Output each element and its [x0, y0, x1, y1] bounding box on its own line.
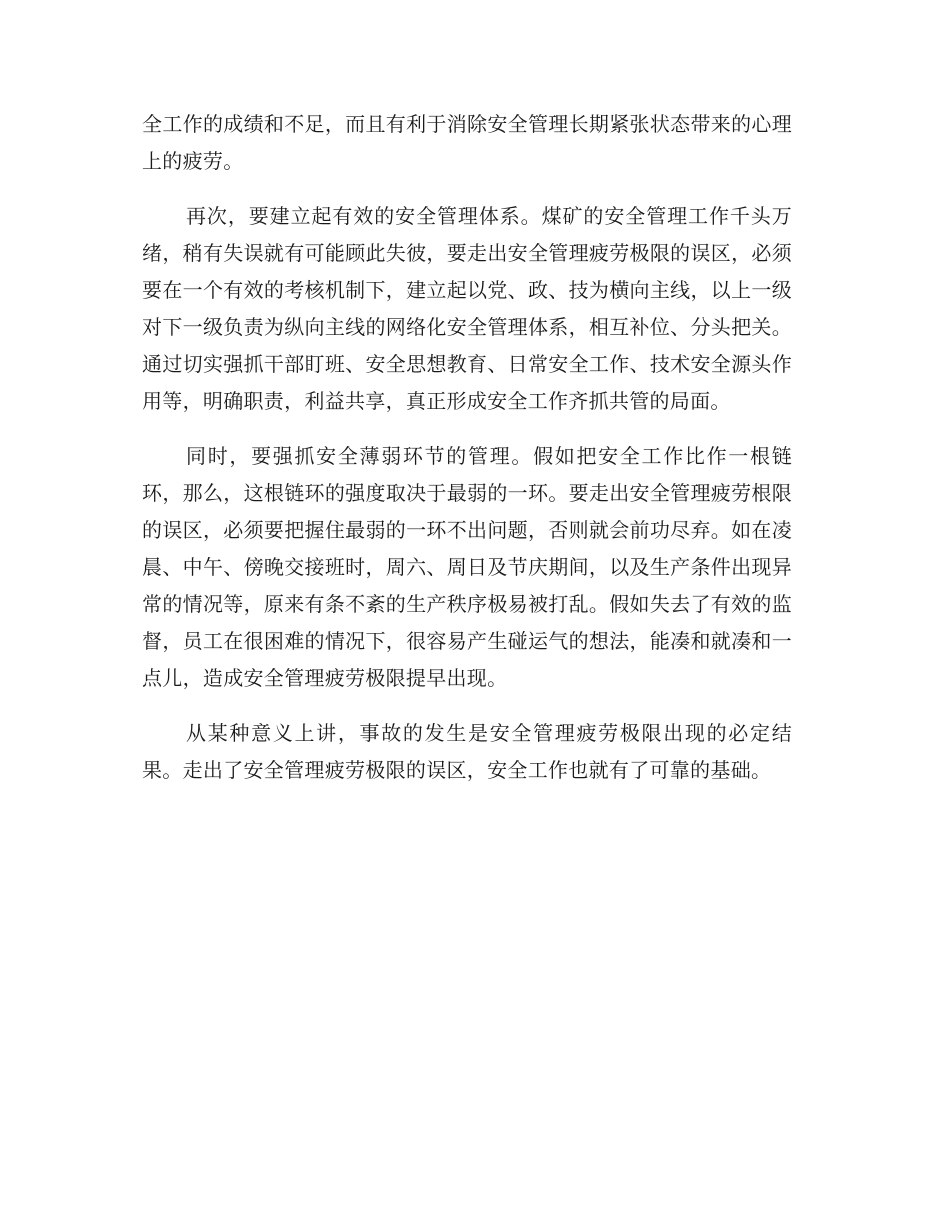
paragraph-continuation: 全工作的成绩和不足，而且有利于消除安全管理长期紧张状态带来的心理上的疲劳。: [142, 112, 792, 173]
paragraph-management-system: 再次，要建立起有效的安全管理体系。煤矿的安全管理工作千头万绪，稍有失误就有可能顾此失彼，要走出安全管理疲劳极限的误区，必须要在一个有效的考核机制下，建立起以党、政、技为横向主线，以上一级对下一级负责为纵向主线的网络化安全管理体系，相互补位、分头把关。通过切实强抓干部盯班、安全思想教育、日常安全工作、技术安全源头作用等，明确职责，利益共享，真正形成安全工作齐抓共管的局面。: [142, 204, 792, 413]
paragraph-conclusion: 从某种意义上讲，事故的发生是安全管理疲劳极限出现的必定结果。走出了安全管理疲劳极限的误区，安全工作也就有了可靠的基础。: [142, 721, 792, 782]
paragraph-weak-links: 同时，要强抓安全薄弱环节的管理。假如把安全工作比作一根链环，那么，这根链环的强度取决于最弱的一环。要走出安全管理疲劳根限的误区，必须要把握住最弱的一环不出问题，否则就会前功尽弃。如在凌晨、中午、傍晚交接班时，周六、周日及节庆期间，以及生产条件出现异常的情况等，原来有条不紊的生产秩序极易被打乱。假如失去了有效的监督，员工在很困难的情况下，很容易产生碰运气的想法，能凑和就凑和一点儿，造成安全管理疲劳极限提早出现。: [142, 444, 792, 690]
